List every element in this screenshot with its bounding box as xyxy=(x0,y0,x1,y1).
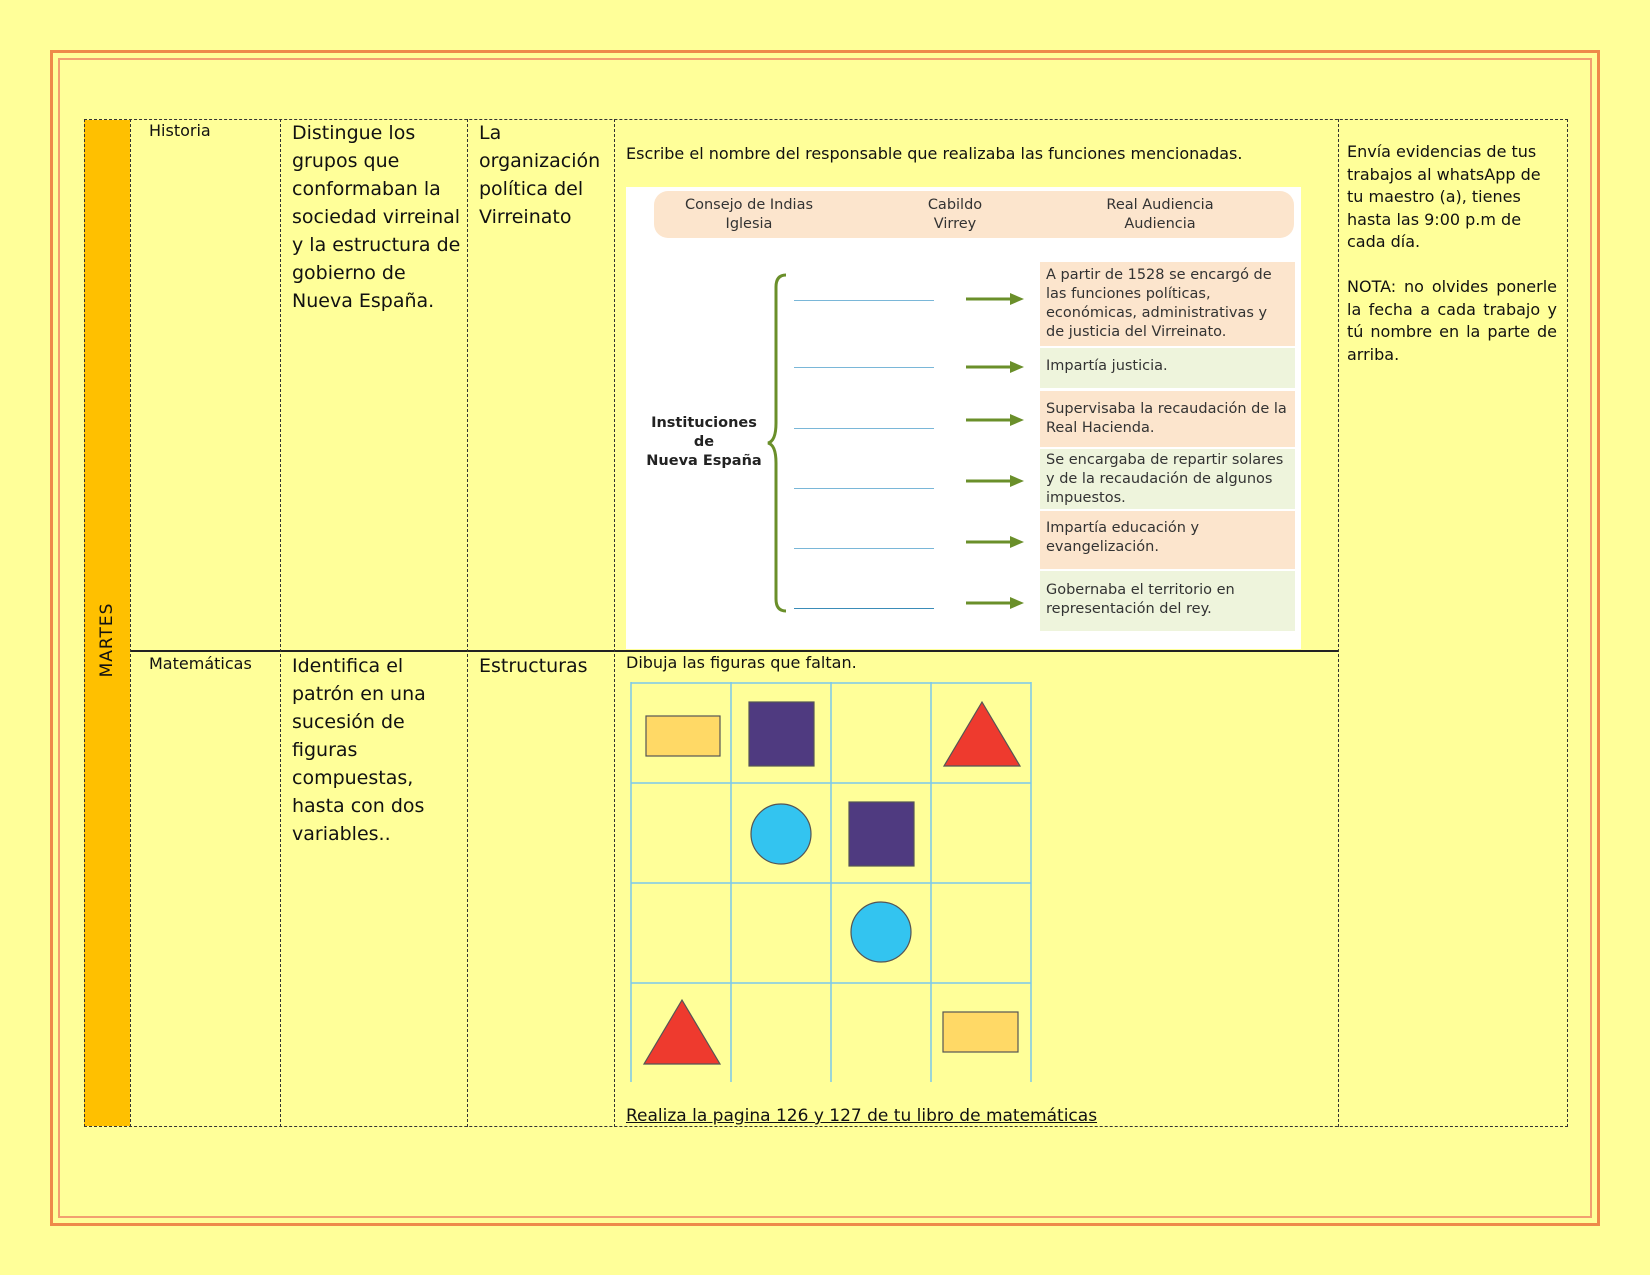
arrow-right-icon xyxy=(966,292,1024,306)
function-box: Impartía educación y evangelización. xyxy=(1040,511,1295,569)
task-link: Realiza la pagina 126 y 127 de tu libro de matemáticas xyxy=(626,1106,1098,1126)
label-line: Nueva España xyxy=(646,453,762,469)
col-border-subject xyxy=(280,119,281,1127)
subject-historia: Historia xyxy=(149,121,211,140)
circle-shape xyxy=(851,902,911,962)
institutions-label xyxy=(634,414,774,471)
arrow-right-icon xyxy=(966,360,1024,374)
instruction-matematicas: Dibuja las figuras que faltan. xyxy=(626,653,857,672)
purpose-historia: Distingue los grupos que conformaban la sociedad virreinal y la estructura de gobierno de Nueva España. xyxy=(292,122,461,312)
function-box: Se encargaba de repartir solares y de la recaudación de algunos impuestos. xyxy=(1040,449,1295,509)
square-shape xyxy=(749,702,814,766)
function-box: Impartía justicia. xyxy=(1040,348,1295,388)
col-border-right xyxy=(1567,119,1568,1127)
answer-line[interactable] xyxy=(794,367,934,368)
table-bottom-border xyxy=(84,1126,1568,1127)
rectangle-shape xyxy=(646,716,720,756)
word-bank-item xyxy=(674,196,824,234)
rectangle-shape xyxy=(943,1012,1018,1052)
day-label: MARTES xyxy=(97,602,117,678)
arrow-right-icon xyxy=(966,474,1024,488)
word-bank-text: Virrey xyxy=(933,216,977,232)
word-bank-text: Consejo de Indias xyxy=(684,197,814,213)
arrow-right-icon xyxy=(966,535,1024,549)
col-border-day xyxy=(130,119,131,1127)
word-bank-text: Real Audiencia xyxy=(1106,197,1214,213)
label-line: Instituciones xyxy=(651,415,757,431)
function-box: Supervisaba la recaudación de la Real Hacienda. xyxy=(1040,391,1295,447)
word-bank-item xyxy=(895,196,1015,234)
arrow-right-icon xyxy=(966,596,1024,610)
answer-line[interactable] xyxy=(794,548,934,549)
col-border-topic xyxy=(614,119,615,1127)
answer-line[interactable] xyxy=(794,488,934,489)
triangle-shape xyxy=(644,1000,720,1064)
function-box: A partir de 1528 se encargó de las funciones políticas, económicas, administrativas y de justicia del Virreinato. xyxy=(1040,262,1295,346)
word-bank xyxy=(654,191,1294,238)
square-shape xyxy=(849,802,914,866)
subject-matematicas: Matemáticas xyxy=(149,654,252,673)
topic-historia: La organización política del Virreinato xyxy=(479,122,601,228)
word-bank-item xyxy=(1090,196,1230,234)
word-bank-text: Cabildo xyxy=(927,197,983,213)
instruction-historia: Escribe el nombre del responsable que realizaba las funciones mencionadas. xyxy=(626,144,1243,163)
purpose-matematicas: Identifica el patrón en una sucesión de figuras compuestas, hasta con dos variables.. xyxy=(292,655,426,845)
triangle-shape xyxy=(944,702,1020,766)
answer-line[interactable] xyxy=(794,300,934,301)
circle-shape xyxy=(751,804,811,864)
answer-line[interactable] xyxy=(794,428,934,429)
col-border-activity xyxy=(1338,119,1339,1127)
notes-column xyxy=(1347,141,1557,366)
evidence-note: Envía evidencias de tus trabajos al whatsApp de tu maestro (a), tienes hasta las 9:00 p.m de cada día. xyxy=(1347,142,1541,252)
col-border-left xyxy=(84,119,85,1127)
pattern-grid xyxy=(630,682,1032,1082)
arrow-right-icon xyxy=(966,413,1024,427)
reminder-note: NOTA: no olvides ponerle la fecha a cada trabajo y tú nombre en la parte de arriba. xyxy=(1347,276,1557,364)
word-bank-text: Iglesia xyxy=(725,216,773,232)
curly-brace-icon xyxy=(766,273,790,613)
institutions-figure xyxy=(626,187,1301,649)
topic-matematicas: Estructuras xyxy=(479,655,588,677)
word-bank-text: Audiencia xyxy=(1124,216,1196,232)
answer-line[interactable] xyxy=(794,608,934,609)
function-box: Gobernaba el territorio en representación del rey. xyxy=(1040,571,1295,631)
label-line: de xyxy=(693,434,715,450)
col-border-purpose xyxy=(467,119,468,1127)
